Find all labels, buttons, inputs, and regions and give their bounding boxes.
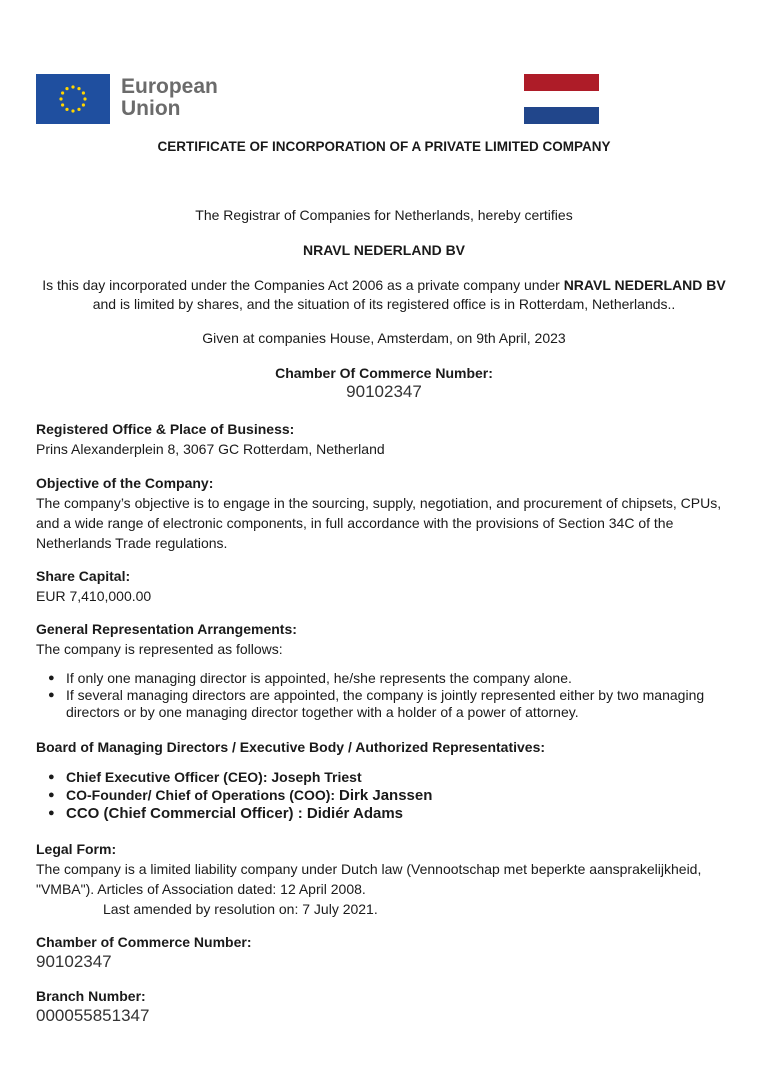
list-item xyxy=(66,670,736,687)
representation-item2-line2: directors or by one managing director together with a holder of a power of attorney. xyxy=(66,704,579,720)
legal-form-line3: Last amended by resolution on: 7 July 2021. xyxy=(103,901,378,917)
board-label: Board of Managing Directors / Executive Body / Authorized Representatives: xyxy=(36,739,546,755)
legal-form-line1: The company is a limited liability company under Dutch law (Vennootschap met beperkte aansprakelijkheid, xyxy=(36,861,702,877)
objective-line2: and a wide range of electronic components, in full accordance with the provisions of Section 34C of the xyxy=(36,515,674,531)
netherlands-flag-icon xyxy=(524,74,599,124)
board-section xyxy=(36,737,736,757)
certificate-title: CERTIFICATE OF INCORPORATION OF A PRIVATE LIMITED COMPANY xyxy=(157,139,611,154)
share-capital-section xyxy=(36,566,736,606)
eu-line2: Union xyxy=(121,97,181,120)
eu-line1: European xyxy=(121,75,218,98)
list-item xyxy=(66,687,736,721)
share-capital-label: Share Capital: xyxy=(36,568,131,584)
share-capital-value: EUR 7,410,000.00 xyxy=(36,588,152,604)
eu-stars-icon xyxy=(36,74,110,124)
objective-section xyxy=(36,473,736,553)
coc-bottom-value: 90102347 xyxy=(36,952,112,971)
director-coo-name: Dirk Janssen xyxy=(339,787,433,804)
objective-line3: Netherlands Trade regulations. xyxy=(36,535,228,551)
branch-label: Branch Number: xyxy=(36,988,146,1004)
director-coo-role: CO-Founder/ Chief of Operations (COO): xyxy=(66,787,339,803)
registrar-line: The Registrar of Companies for Netherlands, hereby certifies xyxy=(195,207,573,223)
coc-bottom-label: Chamber of Commerce Number: xyxy=(36,934,252,950)
eu-logo-text xyxy=(121,76,218,120)
given-line: Given at companies House, Amsterdam, on 9th April, 2023 xyxy=(202,330,566,346)
incorp-post: and is limited by shares, and the situation of its registered office is in Rotterdam, Netherlands.. xyxy=(92,296,676,312)
company-name: NRAVL NEDERLAND BV xyxy=(302,242,466,258)
legal-form-line2: "VMBA"). Articles of Association dated: 12 April 2008. xyxy=(36,881,366,897)
legal-form-label: Legal Form: xyxy=(36,841,117,857)
representation-item1: If only one managing director is appointed, he/she represents the company alone. xyxy=(66,670,572,686)
registered-office-section xyxy=(36,419,736,459)
coc-bottom-section xyxy=(36,932,736,972)
representation-list xyxy=(48,670,736,721)
representation-intro: The company is represented as follows: xyxy=(36,641,283,657)
representation-section xyxy=(36,619,736,659)
representation-label: General Representation Arrangements: xyxy=(36,621,297,637)
representation-item2-line1: ● If several managing directors are appointed, the company is jointly represented either by two managing xyxy=(66,687,705,703)
list-item xyxy=(66,769,736,786)
incorp-pre: Is this day incorporated under the Companies Act 2006 as a private company under xyxy=(42,277,564,293)
list-item xyxy=(66,805,736,822)
branch-value: 000055851347 xyxy=(36,1006,150,1025)
coc-center-label: Chamber Of Commerce Number: xyxy=(275,365,493,381)
eu-flag-logo xyxy=(36,74,110,124)
registered-office-label: Registered Office & Place of Business: xyxy=(36,421,295,437)
incorp-company: NRAVL NEDERLAND BV xyxy=(563,277,726,293)
board-list xyxy=(48,769,736,823)
branch-section xyxy=(36,986,736,1026)
objective-label: Objective of the Company: xyxy=(36,475,214,491)
director-cco: CCO (Chief Commercial Officer) : Didiér Adams xyxy=(66,805,404,822)
incorporation-paragraph xyxy=(0,276,768,314)
objective-line1: The company’s objective is to engage in the sourcing, supply, negotiation, and procurement of chipsets, CPUs, xyxy=(36,495,722,511)
list-item xyxy=(66,787,736,804)
registered-office-value: Prins Alexanderplein 8, 3067 GC Rotterdam, Netherland xyxy=(36,441,385,457)
legal-form-section xyxy=(36,839,736,919)
director-ceo: Chief Executive Officer (CEO): Joseph Triest xyxy=(66,769,362,785)
coc-center-number: 90102347 xyxy=(346,382,422,401)
